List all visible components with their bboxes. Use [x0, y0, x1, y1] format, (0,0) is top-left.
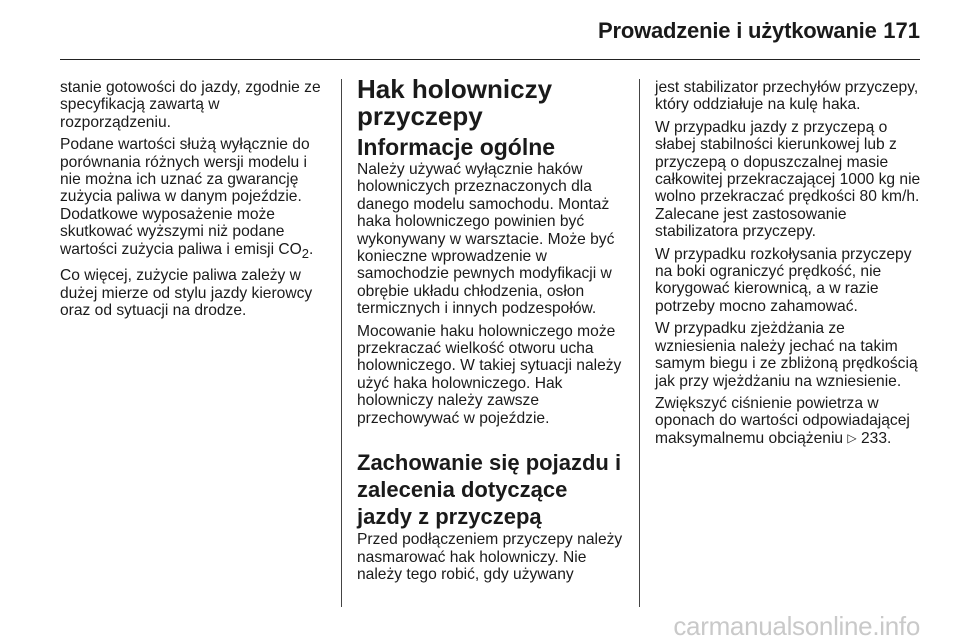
- paragraph: Należy używać wyłącznie haków holowniczych przeznaczonych dla danego modelu samochodu. Montaż haka holowniczego powinien być wykonywany w warsztacie. Może być konieczne wprowadzenie w samochodzie pewnych modyfikacji w obrębie układu chłodzenia, osłon termicznych i innych podzespołów.: [357, 161, 615, 318]
- header-divider: [60, 59, 920, 60]
- paragraph: stanie gotowości do jazdy, zgodnie ze specyfikacją zawartą w rozporządzeniu.: [60, 79, 321, 131]
- paragraph: Co więcej, zużycie paliwa zależy w dużej mierze od stylu jazdy kierowcy oraz od sytuacji na drodze.: [60, 267, 313, 319]
- text-column-2: [357, 74, 627, 588]
- paragraph: [655, 395, 925, 447]
- paragraph-text: Zwiększyć ciśnienie powietrza w oponach do wartości odpowiadającej maksymalnemu obciążeniu: [655, 394, 910, 447]
- paragraph: Przed podłączeniem przyczepy należy nasmarować hak holowniczy. Nie należy tego robić, gdy używany: [357, 531, 623, 583]
- subscript: 2: [301, 245, 309, 261]
- paragraph: W przypadku jazdy z przyczepą o słabej stabilności kierunkowej lub z przyczepą o dopuszczalnej masie całkowitej przekraczającej 1000 kg nie wolno przekraczać prędkości 80 km/h. Zalecane jest zastosowanie stabilizatora przyczepy.: [655, 118, 921, 241]
- text-column-3: [655, 79, 925, 452]
- paragraph: [60, 136, 332, 262]
- page-reference-link[interactable]: 233.: [856, 429, 892, 447]
- column-divider: [639, 79, 640, 607]
- paragraph: jest stabilizator przechyłów przyczepy, który oddziałuje na kulę haka.: [655, 79, 919, 114]
- page-number: 171: [883, 18, 920, 43]
- paragraph-text: Podane wartości służą wyłącznie do porównania różnych wersji modelu i nie można ich uznać za gwarancję zużycia paliwa w danym pojeździe. Dodatkowe wyposażenie może skutkować wyższymi niż podane wartości zużycia paliwa i emisji CO: [60, 136, 310, 258]
- subsection-title: Zachowanie się pojazdu i zalecenia dotyczące jazdy z przyczepą: [357, 450, 622, 530]
- paragraph: W przypadku rozkołysania przyczepy na boki ograniczyć prędkość, nie korygować kierownicą, a w razie potrzeby mocno zahamować.: [655, 245, 912, 315]
- reference-arrow-icon: ▷: [847, 430, 857, 445]
- paragraph-end: .: [309, 240, 314, 258]
- paragraph: Mocowanie haku holowniczego może przekraczać wielkość otworu ucha holowniczego. W takiej sytuacji należy użyć haka holowniczego. Hak holowniczy należy zawsze przechowywać w pojeździe.: [357, 322, 622, 427]
- paragraph: W przypadku zjeżdżania ze wzniesienia należy jechać na takim samym biegu i ze zbliżoną prędkością jak przy wjeżdżaniu na wzniesienie.: [655, 320, 918, 390]
- column-divider: [341, 79, 342, 607]
- text-column-1: [60, 79, 332, 324]
- section-title: Hak holowniczy przyczepy: [357, 74, 553, 131]
- page-header-title: Prowadzenie i użytkowanie: [598, 18, 877, 43]
- watermark: carmanualsonline.info: [673, 611, 920, 641]
- subsection-title: Informacje ogólne: [357, 134, 556, 160]
